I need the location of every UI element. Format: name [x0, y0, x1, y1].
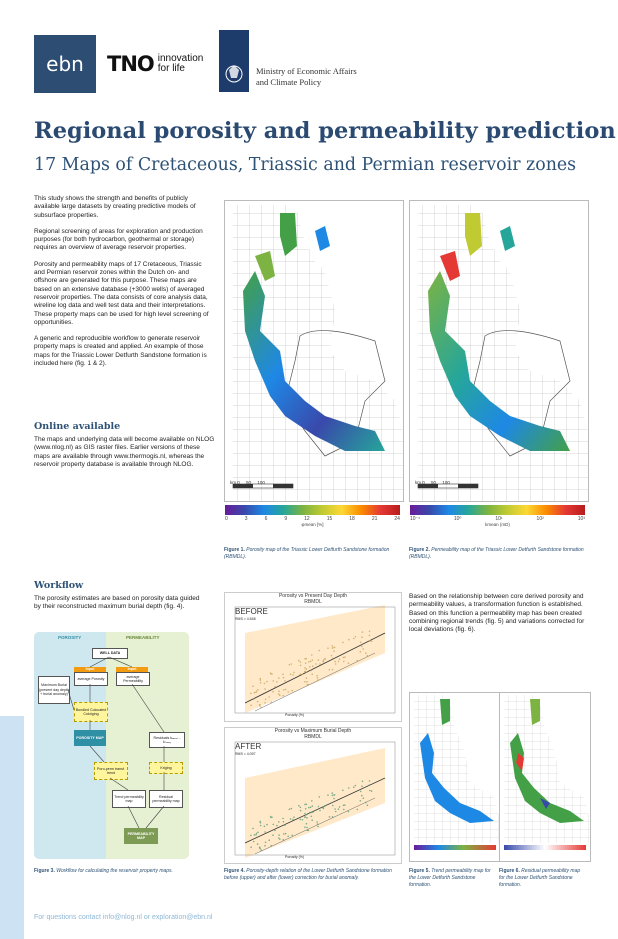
- scatter-point: [309, 812, 311, 814]
- scatter-point: [264, 831, 266, 833]
- scatter-point: [256, 690, 258, 692]
- scatter-point: [317, 826, 319, 828]
- scatter-point: [338, 808, 340, 810]
- scatter-point: [360, 642, 362, 644]
- avg-porosity-box: average Porosity: [74, 672, 108, 686]
- scatter-point: [289, 809, 291, 811]
- scatter-point: [369, 631, 371, 633]
- scatter-point: [319, 663, 321, 665]
- permeability-colorbar: [410, 505, 585, 515]
- scatter-point: [311, 670, 313, 672]
- scatter-point: [361, 646, 363, 648]
- scatter-point: [331, 655, 333, 657]
- scatter-point: [268, 696, 270, 698]
- plot-title: Porosity vs Maximum Burial Depth: [274, 728, 352, 734]
- online-text: The maps and underlying data will become available on NLOG (www.nlog.nl) as GIS raster files. Earlier versions of these maps are available through www.thermogis.nl, whereas the reservoir property database is available through NLOG.: [34, 436, 215, 468]
- scatter-point: [332, 816, 334, 818]
- scatter-point: [333, 798, 335, 800]
- intro-paragraph: This study shows the strength and benefits of publicly available large datasets by creating predictive models of subsurface properties.: [34, 195, 196, 219]
- scatter-point: [284, 680, 286, 682]
- plot-subtitle: RBMDL: [304, 734, 322, 740]
- scatter-point: [264, 688, 266, 690]
- scatter-point: [332, 657, 334, 659]
- scatter-point: [260, 825, 262, 827]
- scatter-point: [332, 795, 334, 797]
- scatter-point: [343, 809, 345, 811]
- scatter-point: [285, 833, 287, 835]
- scatter-point: [254, 692, 256, 694]
- tno-tagline: innovation for life: [157, 53, 204, 74]
- scatter-point: [306, 681, 308, 683]
- scatter-point: [311, 673, 313, 675]
- scatter-point: [323, 661, 325, 663]
- scatter-point: [310, 661, 312, 663]
- scatter-point: [367, 805, 369, 807]
- scatter-point: [360, 651, 362, 653]
- scatter-point: [339, 806, 341, 808]
- scatter-point: [260, 679, 262, 681]
- scatter-point: [344, 656, 346, 658]
- permeability-legend-ticks: 10⁻¹ 10⁰ 10¹ 10² 10³: [410, 516, 585, 522]
- scatter-point: [283, 689, 285, 691]
- poro-perm-box: Poro-perm transf. trend: [94, 762, 128, 780]
- scatter-point: [283, 839, 285, 841]
- scatter-point: [271, 845, 273, 847]
- porosity-column-header: POROSITY: [58, 635, 82, 640]
- scatter-point: [278, 821, 280, 823]
- scatter-point: [312, 805, 314, 807]
- scatter-point: [304, 658, 306, 660]
- ministry-crest-icon: [219, 30, 249, 92]
- scatter-point: [335, 663, 337, 665]
- scatter-point: [319, 650, 321, 652]
- scatter-point: [333, 650, 335, 652]
- scatter-point: [363, 648, 365, 650]
- scatter-point: [300, 673, 302, 675]
- scatter-point: [250, 693, 252, 695]
- scatter-point: [259, 847, 261, 849]
- scatter-point: [362, 781, 364, 783]
- scatter-point: [343, 661, 345, 663]
- scatter-point: [334, 647, 336, 649]
- scatter-point: [252, 685, 254, 687]
- scatter-point: [309, 666, 311, 668]
- intro-paragraph: Porosity and permeability maps of 17 Cretaceous, Triassic and Permian reservoir zones within the Dutch on- and offshore are generated for this purpose. These maps are based on an extensive database (+3000 wells) of averaged reservoir properties. The data consists of core analysis data, wireline log data and well test data and their interpretations. These property maps can be used for high level screening of opportunities.: [34, 260, 209, 326]
- scatter-point: [335, 811, 337, 813]
- scatter-point: [265, 699, 267, 701]
- scatter-point: [306, 827, 308, 829]
- scatter-point: [304, 804, 306, 806]
- scatter-point: [369, 780, 371, 782]
- scatter-point: [298, 660, 300, 662]
- scatter-point: [270, 672, 272, 674]
- scatter-point: [300, 661, 302, 663]
- tno-logo: [107, 52, 203, 76]
- scatter-point: [315, 663, 317, 665]
- scatter-point: [266, 824, 268, 826]
- side-accent-bar: [0, 716, 24, 939]
- cokriging-box: Bundled Colocated Cokriging: [74, 702, 108, 722]
- scatter-point: [357, 660, 359, 662]
- trend-map-box: Trend permeability map: [112, 790, 146, 808]
- permeability-column-header: PERMEABILITY: [126, 635, 160, 640]
- scatter-point: [318, 806, 320, 808]
- avg-permeability-box: average Permeability: [116, 672, 150, 686]
- scatter-point: [327, 647, 329, 649]
- poster-subtitle: 17 Maps of Cretaceous, Triassic and Permian reservoir zones: [34, 155, 577, 175]
- scatter-point: [300, 819, 302, 821]
- fig2-scale: km 0 50 100: [415, 480, 450, 485]
- scatter-point: [284, 824, 286, 826]
- scatter-point: [260, 707, 262, 709]
- scatter-point: [256, 833, 258, 835]
- scatter-point: [323, 808, 325, 810]
- scatter-point: [331, 792, 333, 794]
- porosity-axis-label: φmean [%]: [301, 522, 324, 527]
- scatter-point: [264, 702, 266, 704]
- scatter-point: [362, 631, 364, 633]
- scatter-point: [253, 841, 255, 843]
- permeability-map-box: PERMEABILITY MAP: [124, 828, 158, 844]
- tno-logo-word: TNO: [107, 52, 154, 76]
- well-data-box: WELL DATA: [92, 648, 128, 659]
- scatter-point: [272, 691, 274, 693]
- scatter-point: [353, 638, 355, 640]
- figure-5-caption: Figure 5. Trend permeability map for the Lower Detfurth Sandstone formation.: [409, 868, 491, 888]
- scatter-point: [278, 693, 280, 695]
- scatter-point: [282, 818, 284, 820]
- scatter-point: [308, 807, 310, 809]
- ebn-logo-text: ebn: [46, 52, 84, 76]
- scatter-point: [298, 805, 300, 807]
- scatter-point: [250, 704, 252, 706]
- scatter-point: [311, 819, 313, 821]
- scatter-point: [304, 667, 306, 669]
- scatter-point: [274, 830, 276, 832]
- scatter-point: [343, 805, 345, 807]
- scatter-point: [312, 659, 314, 661]
- scatter-point: [290, 674, 292, 676]
- scatter-point: [369, 635, 371, 637]
- scatter-point: [291, 835, 293, 837]
- porosity-depth-after-plot: [224, 727, 402, 864]
- scatter-point: [365, 652, 367, 654]
- scatter-point: [306, 817, 308, 819]
- scatter-point: [308, 661, 310, 663]
- contact-footer: For questions contact info@nlog.nl or exploration@ebn.nl: [34, 914, 213, 921]
- scatter-point: [334, 794, 336, 796]
- scatter-point: [272, 834, 274, 836]
- scatter-point: [268, 839, 270, 841]
- scatter-point: [316, 675, 318, 677]
- scatter-point: [264, 683, 266, 685]
- scatter-point: [332, 647, 334, 649]
- poster-title: Regional porosity and permeability prediction: [34, 118, 616, 144]
- porosity-colorbar: [225, 505, 400, 515]
- scatter-point: [250, 846, 252, 848]
- scatter-point: [278, 837, 280, 839]
- scatter-point: [290, 818, 292, 820]
- scatter-point: [334, 661, 336, 663]
- porosity-depth-before-plot: [224, 592, 402, 722]
- scatter-point: [305, 808, 307, 810]
- figure-2-caption: Figure 2. Permeability map of the Triassic Lower Detfurth Sandstone formation (RBMDL).: [409, 547, 584, 560]
- scatter-point: [304, 681, 306, 683]
- residual-map-box: Residual permeability map: [149, 790, 183, 808]
- scatter-point: [273, 824, 275, 826]
- intro-paragraph: A generic and reproducible workflow to generate reservoir property maps is created and applied. An example of those maps for the Triassic Lower Detfurth Sandstone formation is included here (fig. 1 & 2).: [34, 335, 207, 368]
- scatter-point: [344, 804, 346, 806]
- scatter-point: [315, 809, 317, 811]
- scatter-point: [348, 811, 350, 813]
- ebn-logo: [34, 35, 96, 93]
- trend-permeability-map: [409, 692, 501, 862]
- scatter-point: [302, 674, 304, 676]
- intro-text: [34, 195, 214, 376]
- rms-before: RMS = 4.548: [235, 617, 256, 621]
- scatter-point: [348, 787, 350, 789]
- scatter-point: [276, 681, 278, 683]
- scatter-point: [252, 828, 254, 830]
- scatter-point: [282, 674, 284, 676]
- scatter-point: [304, 816, 306, 818]
- transform-text: Based on the relationship between core derived porosity and permeability values, a transformation function is established. Based on this function a permeability map has been created combining regional trends (fig. 5) and variations corrected for local deviations (fig. 6).: [409, 593, 585, 634]
- scatter-point: [300, 665, 302, 667]
- scatter-point: [348, 662, 350, 664]
- scatter-point: [371, 641, 373, 643]
- figure-6-caption: Figure 6. Residual permeability map for the Lower Detfurth Sandstone formation.: [499, 868, 581, 888]
- scatter-point: [371, 790, 373, 792]
- scatter-point: [342, 642, 344, 644]
- scatter-point: [254, 834, 256, 836]
- scatter-point: [264, 826, 266, 828]
- scatter-point: [306, 677, 308, 679]
- scatter-point: [255, 692, 257, 694]
- permeability-map: [409, 200, 589, 502]
- scatter-point: [257, 689, 259, 691]
- scatter-point: [319, 810, 321, 812]
- workflow-arrows: [34, 632, 189, 859]
- scatter-point: [260, 822, 262, 824]
- scatter-point: [278, 690, 280, 692]
- scatter-point: [353, 786, 355, 788]
- max-burial-box: Maximum Burial (present day depth + burial anomaly): [38, 676, 70, 704]
- scatter-point: [265, 842, 267, 844]
- scatter-point: [255, 834, 257, 836]
- scatter-point: [343, 657, 345, 659]
- porosity-legend-ticks: 0 3 6 9 12 15 18 21 24: [225, 516, 400, 522]
- scatter-point: [287, 691, 289, 693]
- scatter-point: [283, 833, 285, 835]
- after-label: AFTER: [235, 742, 262, 751]
- scatter-point: [317, 679, 319, 681]
- scatter-point: [291, 808, 293, 810]
- scatter-point: [332, 669, 334, 671]
- scatter-point: [291, 690, 293, 692]
- scatter-point: [292, 674, 294, 676]
- scatter-point: [369, 790, 371, 792]
- scatter-point: [361, 795, 363, 797]
- scatter-point: [334, 808, 336, 810]
- scatter-point: [369, 640, 371, 642]
- plot-title: Porosity vs Present Day Depth: [278, 593, 348, 599]
- input-label: Input: [74, 667, 106, 672]
- scatter-point: [305, 662, 307, 664]
- scatter-point: [257, 832, 259, 834]
- scatter-point: [270, 816, 272, 818]
- scatter-point: [300, 810, 302, 812]
- before-label: BEFORE: [235, 607, 268, 616]
- scatter-point: [319, 796, 321, 798]
- porosity-legend: [225, 505, 400, 527]
- porosity-map: [224, 200, 404, 502]
- scatter-point: [365, 802, 367, 804]
- scatter-point: [293, 816, 295, 818]
- scatter-point: [264, 845, 266, 847]
- scatter-point: [355, 785, 357, 787]
- input-label: Input: [116, 667, 148, 672]
- scatter-point: [293, 672, 295, 674]
- scatter-point: [287, 836, 289, 838]
- scatter-point: [338, 661, 340, 663]
- scatter-point: [310, 807, 312, 809]
- scatter-point: [257, 843, 259, 845]
- scatter-point: [306, 823, 308, 825]
- scatter-point: [250, 835, 252, 837]
- scatter-point: [361, 786, 363, 788]
- scatter-point: [306, 671, 308, 673]
- scatter-point: [260, 682, 262, 684]
- scatter-point: [278, 834, 280, 836]
- permeability-axis-label: kmean (mD): [485, 522, 510, 527]
- workflow-diagram: [34, 632, 189, 859]
- residuals-box: Residuals kₘₑₐₛ - kₜᵣₑₙ₉: [149, 732, 185, 748]
- figure-4-caption: Figure 4. Porosity-depth relation of the Lower Detfurth Sandstone formation before (upper) and after (lower) correction for burial anomaly.: [224, 868, 392, 881]
- scatter-point: [306, 668, 308, 670]
- scatter-point: [361, 636, 363, 638]
- scatter-point: [312, 811, 314, 813]
- scatter-point: [312, 665, 314, 667]
- scatter-point: [283, 695, 285, 697]
- ministry-name: Ministry of Economic Affairs and Climate Policy: [256, 66, 357, 87]
- rms-after: RMS = 4.097: [235, 752, 256, 756]
- scatter-point: [311, 816, 313, 818]
- scatter-point: [317, 823, 319, 825]
- scatter-point: [304, 671, 306, 673]
- scatter-point: [283, 821, 285, 823]
- kriging-box: Kriging: [149, 762, 183, 774]
- intro-paragraph: Regional screening of areas for exploration and production purposes (for both hydrocarbon, geothermal or storage) requires an overview of average reservoir properties.: [34, 227, 203, 252]
- scatter-point: [276, 825, 278, 827]
- plot-subtitle: RBMDL: [304, 599, 322, 605]
- scatter-point: [283, 677, 285, 679]
- scatter-point: [278, 677, 280, 679]
- scatter-point: [289, 664, 291, 666]
- scatter-point: [324, 658, 326, 660]
- scatter-point: [259, 678, 261, 680]
- scatter-point: [332, 805, 334, 807]
- x-axis-label: Porosity (%): [285, 713, 305, 717]
- scatter-point: [300, 807, 302, 809]
- scatter-point: [367, 655, 369, 657]
- fig1-scale: km 0 50 100: [230, 480, 265, 485]
- scatter-point: [318, 659, 320, 661]
- residual-permeability-map: [499, 692, 591, 862]
- scatter-point: [253, 698, 255, 700]
- scatter-point: [259, 704, 261, 706]
- x-axis-label: Porosity (%): [285, 855, 305, 859]
- scatter-point: [285, 689, 287, 691]
- scatter-point: [329, 669, 331, 671]
- scatter-point: [363, 797, 365, 799]
- scatter-point: [311, 654, 313, 656]
- scatter-point: [304, 813, 306, 815]
- scatter-point: [308, 830, 310, 832]
- figure-3-caption: Figure 3. Workflow for calculating the reservoir property maps.: [34, 868, 173, 874]
- scatter-point: [273, 680, 275, 682]
- scatter-point: [311, 800, 313, 802]
- scatter-point: [257, 701, 259, 703]
- scatter-point: [342, 790, 344, 792]
- porosity-map-box: POROSITY MAP: [74, 730, 106, 746]
- scatter-point: [317, 677, 319, 679]
- scatter-point: [331, 645, 333, 647]
- scatter-point: [316, 821, 318, 823]
- scatter-point: [271, 702, 273, 704]
- scatter-point: [274, 686, 276, 688]
- workflow-heading: Workflow: [34, 580, 84, 591]
- scatter-point: [339, 658, 341, 660]
- scatter-point: [331, 802, 333, 804]
- scatter-point: [357, 809, 359, 811]
- figure-1-caption: Figure 1. Porosity map of the Triassic Lower Detfurth Sandstone formation (RBMDL).: [224, 547, 390, 560]
- scatter-point: [348, 639, 350, 641]
- scatter-point: [306, 814, 308, 816]
- permeability-legend: [410, 505, 585, 527]
- scatter-point: [291, 663, 293, 665]
- scatter-point: [360, 791, 362, 793]
- online-heading: Online available: [34, 421, 121, 432]
- scatter-point: [266, 681, 268, 683]
- scatter-point: [292, 819, 294, 821]
- scatter-point: [360, 800, 362, 802]
- workflow-text: The porosity estimates are based on porosity data guided by their reconstructed maximum burial depth (fig. 4).: [34, 595, 200, 611]
- scatter-point: [304, 827, 306, 829]
- scatter-point: [302, 819, 304, 821]
- scatter-point: [260, 849, 262, 851]
- scatter-point: [369, 784, 371, 786]
- scatter-point: [308, 684, 310, 686]
- scatter-point: [355, 636, 357, 638]
- scatter-point: [329, 816, 331, 818]
- scatter-point: [327, 794, 329, 796]
- scatter-point: [324, 805, 326, 807]
